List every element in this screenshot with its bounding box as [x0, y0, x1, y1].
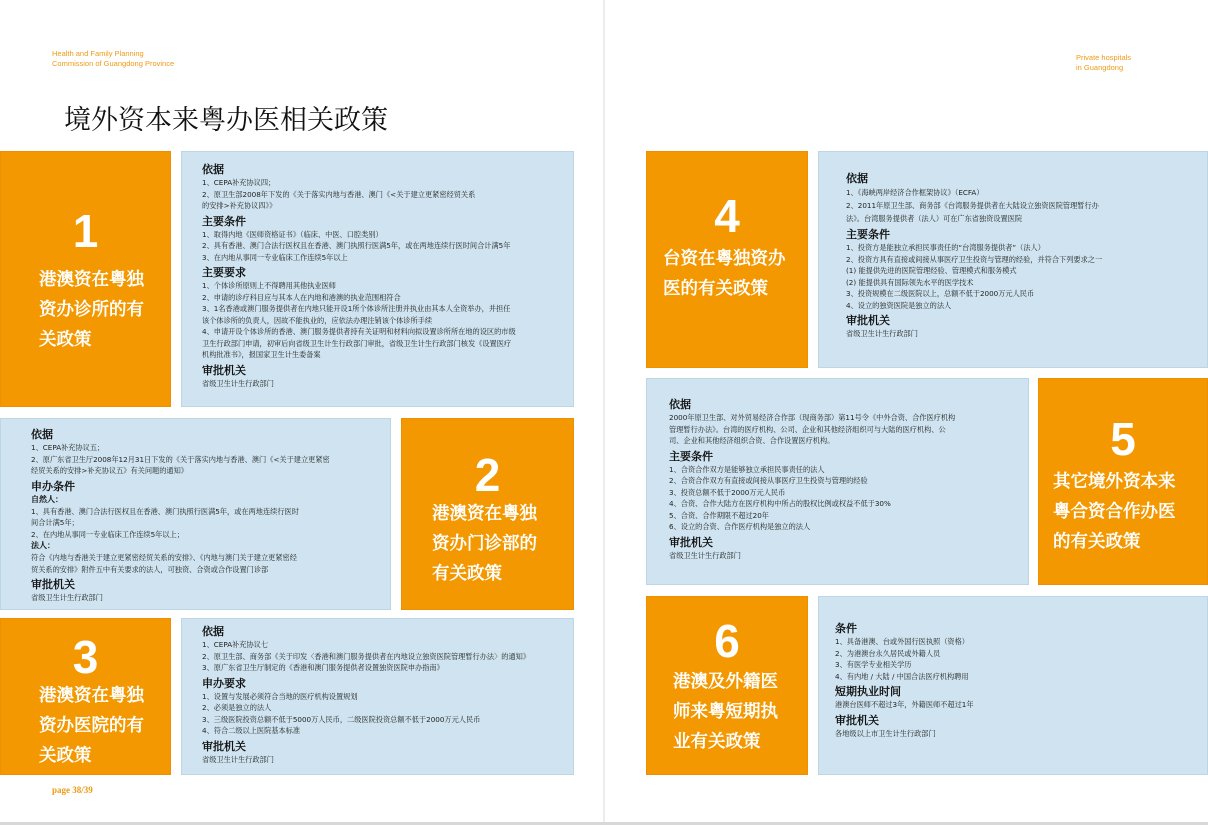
policy-4-title-line: 医的有关政策	[663, 279, 768, 299]
section-line: 1、设置与发展必须符合当地的医疗机构设置规划	[202, 691, 358, 701]
page-spine	[603, 0, 605, 825]
policy-6-title-line: 业有关政策	[673, 732, 761, 752]
section-line: 4、合资、合作大陆方在医疗机构中所占的股权比例或权益不低于30%	[669, 499, 891, 508]
section-heading: 申办要求	[202, 676, 246, 690]
section-line: 该个体诊所的负责人，因故不能执业的，应依法办理注销该个体诊所手续	[202, 315, 433, 325]
section-line: 1、投资方是能独立承担民事责任的“台湾服务提供者”（法人）	[846, 243, 1045, 252]
section-line: 1、具备港澳、台或外国行医执照（资格）	[835, 637, 969, 646]
policy-6-title-line: 港澳及外籍医	[673, 672, 778, 692]
section-line: 4、申请开设个体诊所的香港、澳门服务提供者持有关证明和材料向拟设置诊所所在地的设区的市级	[202, 327, 516, 336]
section-heading: 审批机关	[202, 363, 246, 377]
section-heading: 主要要求	[202, 266, 246, 279]
section-heading: 审批机关	[202, 739, 246, 753]
policy-5-detail-box	[646, 378, 1029, 585]
section-heading: 依据	[846, 172, 868, 185]
policy-3-title-line: 关政策	[39, 746, 92, 766]
policy-3-detail-box	[181, 618, 574, 775]
right-header-line-1: Private hospitals	[1076, 53, 1132, 62]
section-line: 符合《内地与香港关于建立更紧密经贸关系的安排》、《内地与澳门关于建立更紧密经	[31, 553, 297, 562]
section-line: 1、CEPA补充协议七	[202, 640, 269, 649]
policy-4-detail-box	[818, 151, 1208, 368]
policy-5-title-line: 粤合资合作办医	[1053, 502, 1176, 522]
section-heading: 主要条件	[846, 228, 890, 241]
section-line: 的安排>补充协议四》》	[202, 201, 277, 210]
section-line: 4、符合二级以上医院基本标准	[202, 726, 301, 735]
policy-1-detail-box	[181, 151, 574, 407]
section-heading: 主要条件	[202, 214, 246, 228]
policy-5-label-box	[1038, 378, 1208, 585]
policy-5-title-line: 其它境外资本来	[1053, 472, 1176, 492]
section-line: 3、有医学专业相关学历	[835, 660, 912, 669]
section-line: 各地级以上市卫生计生行政部门	[835, 728, 936, 738]
section-line: 机构批准书》，报国家卫生计生委备案	[202, 350, 321, 359]
section-line: 1、个体诊所原则上不得聘用其他执业医师	[202, 281, 336, 290]
section-line: 2、2011年原卫生部、商务部《台湾服务提供者在大陆设立独资医院管理暂行办	[846, 201, 1099, 210]
policy-5-title-line: 的有关政策	[1053, 532, 1141, 552]
section-heading: 审批机关	[846, 314, 890, 327]
section-heading: 审批机关	[835, 713, 879, 727]
section-heading: 依据	[202, 625, 224, 638]
subsection-heading: 自然人：	[31, 494, 63, 504]
policy-6-detail-box	[818, 596, 1208, 775]
policy-3-title-line: 港澳资在粤独	[39, 686, 144, 706]
section-line: 2、投资方具有直接或间接从事医疗卫生投资与管理的经验，并符合下列要求之一	[846, 254, 1103, 264]
page-title: 境外资本来粤办医相关政策	[64, 105, 388, 136]
section-line: 2、在内地从事同一专业临床工作连续5年以上；	[31, 529, 184, 539]
section-line: 2、具有香港、澳门合法行医权且在香港、澳门执照行医满5年，或在两地连续行医时间合计满5年	[202, 241, 511, 250]
section-line: 4、有内地 / 大陆 / 中国合法医疗机构聘用	[835, 671, 969, 681]
section-heading: 审批机关	[669, 535, 713, 549]
section-line: 2、原卫生部2008年下发的《关于落实内地与香港、澳门《<关于建立更紧密经贸关系	[202, 189, 476, 199]
subsection-heading: 法人：	[31, 541, 55, 550]
section-heading: 主要条件	[669, 449, 713, 463]
policy-2-title-line: 资办门诊部的	[432, 534, 537, 554]
section-line: 3、投资总额不低于2000万元人民币	[669, 487, 786, 497]
section-line: 1、CEPA补充协议五；	[31, 443, 105, 452]
section-line: 5、合资、合作期限不超过20年	[669, 510, 769, 520]
section-line: 省级卫生计生行政部门	[202, 754, 274, 764]
section-line: 贸关系的安排》附件五中有关要求的法人，可独资、合资或合作设置门诊部	[31, 564, 269, 574]
policy-2-number: 2	[474, 449, 501, 501]
section-line: 2、合资合作双方有直接或间接从事医疗卫生投资与管理的经验	[669, 476, 868, 485]
section-line: 省级卫生计生行政部门	[846, 329, 918, 338]
policy-2-label-box	[401, 418, 574, 610]
policy-4-label-box	[646, 151, 808, 368]
policy-6-title-line: 师来粤短期执	[673, 702, 778, 722]
section-heading: 审批机关	[31, 578, 75, 591]
section-line: 管理暂行办法》。台湾的医疗机构、公司、企业和其他经济组织可与大陆的医疗机构、公	[669, 424, 946, 434]
section-heading: 申办条件	[31, 479, 75, 493]
section-line: 3、投资规模在二级医院以上，总额不低于2000万元人民币	[846, 289, 1035, 298]
section-heading: 依据	[202, 163, 224, 176]
section-line: 3、在内地从事同一专业临床工作连续5年以上	[202, 252, 348, 262]
left-header-line-2: Commission of Guangdong Province	[52, 59, 175, 68]
section-line: 2、原卫生部、商务部《关于印发〈香港和澳门服务提供者在内地设立独资医院管理暂行办法〉的通知》	[202, 651, 531, 661]
left-header-line-1: Health and Family Planning	[52, 49, 144, 58]
section-line: 司、企业和其他经济组织合资、合作设置医疗机构。	[669, 436, 835, 445]
policy-1-title-line: 港澳资在粤独	[39, 270, 144, 290]
section-line: 省级卫生计生行政部门	[669, 550, 741, 560]
section-line: 省级卫生计生行政部门	[202, 378, 274, 388]
policy-5-number: 5	[1110, 413, 1136, 465]
section-heading: 条件	[835, 622, 857, 635]
policy-3-number: 3	[72, 631, 99, 683]
section-line: 2000年原卫生部、对外贸易经济合作部（现商务部）第11号令《中外合资、合作医疗机构	[669, 413, 956, 422]
policy-2-title-line: 有关政策	[432, 564, 502, 584]
policy-1-title-line: 关政策	[39, 330, 92, 350]
page-number: page 38/39	[52, 785, 93, 795]
section-line: (2) 能提供具有国际领先水平的医学技术	[846, 277, 974, 287]
policy-1-number: 1	[72, 205, 99, 257]
right-header-line-2: in Guangdong	[1076, 63, 1124, 72]
policy-3-label-box	[0, 618, 171, 775]
section-line: 2、为港澳台永久居民或外籍人员	[835, 648, 941, 658]
section-line: 港澳台医师不超过3年，外籍医师不超过1年	[835, 700, 974, 709]
section-line: 间合计满5年；	[31, 518, 79, 527]
right-header-tag	[1076, 53, 1131, 73]
policy-1-title-line: 资办诊所的有	[39, 300, 144, 320]
section-line: 4、设立的独资医院是独立的法人	[846, 300, 952, 310]
section-line: 经贸关系的安排>补充协议五》有关问题的通知》	[31, 466, 188, 475]
policy-3-title-line: 资办医院的有	[39, 716, 144, 736]
section-line: 2、申请的诊疗科目应与其本人在内地和港澳的执业范围相符合	[202, 292, 401, 302]
left-header-tag	[52, 49, 174, 69]
section-heading: 依据	[669, 398, 691, 411]
section-line: 1、CEPA补充协议四；	[202, 178, 276, 187]
section-line: 3、三级医院投资总额不低于5000万人民币，二级医院投资总额不低于2000万元人民币	[202, 714, 481, 724]
section-heading: 短期执业时间	[835, 685, 901, 698]
section-line: (1) 能提供先进的医院管理经验、管理模式和服务模式	[846, 266, 1017, 275]
section-line: 3、原广东省卫生厅制定的《香港和澳门服务提供者设置独资医院申办指南》	[202, 663, 444, 672]
section-line: 3、1名香港或澳门服务提供者在内地只能开设1所个体诊所注册并执业由其本人全资举办，并担任	[202, 304, 511, 313]
section-line: 6、设立的合资、合作医疗机构是独立的法人	[669, 522, 811, 531]
policy-6-label-box	[646, 596, 808, 775]
policy-6-number: 6	[714, 615, 740, 667]
section-line: 1、合资合作双方是能够独立承担民事责任的法人	[669, 464, 825, 474]
section-line: 1、取得内地《医师资格证书》（临床、中医、口腔类别）	[202, 229, 383, 239]
section-line: 法》。台湾服务提供者（法人）可在广东省独资设置医院	[846, 214, 1023, 223]
policy-2-detail-box	[0, 418, 391, 610]
policy-1-label-box	[0, 151, 171, 407]
policy-4-number: 4	[714, 190, 740, 242]
section-heading: 依据	[31, 428, 53, 441]
section-line: 1、具有香港、澳门合法行医权且在香港、澳门执照行医满5年，或在两地连续行医时	[31, 506, 299, 516]
section-line: 1、《海峡两岸经济合作框架协议》（ECFA）	[846, 188, 984, 197]
section-line: 2、原广东省卫生厅2008年12月31日下发的《关于落实内地与香港、澳门《<关于建立更紧密	[31, 454, 330, 464]
section-line: 卫生行政部门申请，初审后向省级卫生计生行政部门审批，省级卫生计生行政部门核发《设置医疗	[202, 338, 512, 348]
section-line: 省级卫生计生行政部门	[31, 593, 103, 602]
section-line: 2、必须是独立的法人	[202, 703, 272, 712]
policy-2-title-line: 港澳资在粤独	[432, 504, 537, 524]
policy-4-title-line: 台资在粤独资办	[663, 249, 786, 269]
